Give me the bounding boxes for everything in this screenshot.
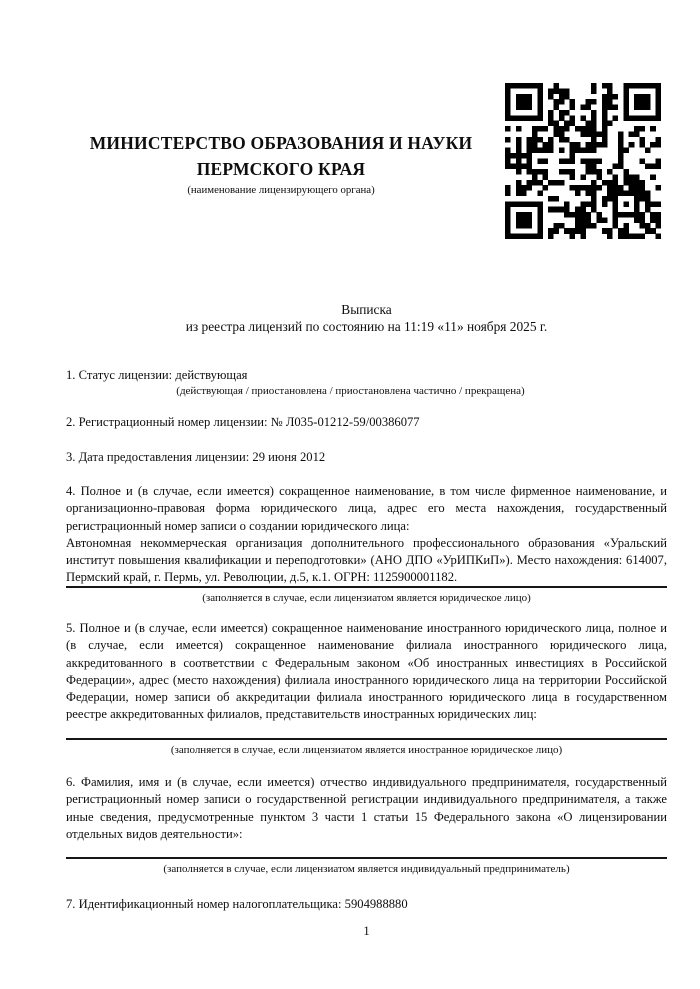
ministry-name-line2: ПЕРМСКОГО КРАЯ — [196, 159, 366, 179]
item-3-license-date: 3. Дата предоставления лицензии: 29 июня 2012 — [66, 450, 326, 464]
item-6-fill-line — [66, 857, 667, 859]
item-4-fill-line — [66, 586, 667, 588]
title-line1: Выписка — [341, 302, 392, 317]
ministry-name-line1: МИНИСТЕРСТВО ОБРАЗОВАНИЯ И НАУКИ — [89, 133, 473, 153]
ministry-header — [66, 130, 496, 197]
item-7-taxpayer-number: 7. Идентификационный номер налогоплательщика: 5904988880 — [66, 897, 408, 911]
document-title — [66, 301, 667, 336]
item-1-status: 1. Статус лицензии: действующая — [66, 368, 248, 382]
ministry-caption: (наименование лицензирующего органа) — [187, 184, 375, 196]
item-5-caption: (заполняется в случае, если лицензиатом является иностранное юридическое лицо) — [170, 744, 563, 756]
item-2-registration-number: 2. Регистрационный номер лицензии: № Л035-01212-59/00386077 — [66, 415, 420, 429]
title-line2: из реестра лицензий по состоянию на 11:19 «11» ноября 2025 г. — [185, 319, 548, 335]
item-4-legal-entity — [66, 483, 667, 587]
page-number: 1 — [363, 924, 370, 938]
item-5-foreign-entity: 5. Полное и (в случае, если имеется) сокращенное наименование иностранного юридического лица, полное и (в случае, если имеется) сокращенное наименование филиала иностранного юридического лица, аккредитованного в соответствии с Федеральным законом «Об иностранных инвестициях в Российской Федерации», адрес (место нахождения) филиала иностранного юридического лица на территории Российской Федерации, номер записи об аккредитации филиала иностранного юридического лица в государственном реестре аккредитованных филиалов, представительств иностранных юридических лиц: — [66, 621, 667, 722]
item-5-fill-line — [66, 738, 667, 740]
item-4-caption: (заполняется в случае, если лицензиатом является юридическое лицо) — [202, 592, 531, 604]
item-6-individual-entrepreneur: 6. Фамилия, имя и (в случае, если имеется) отчество индивидуального предпринимателя, государственный регистрационный номер записи о государственной регистрации индивидуального предпринимателя, а также иные сведения, предусмотренные пунктом 3 части 1 статьи 15 Федерального закона «О лицензировании отдельных видов деятельности»: — [66, 775, 667, 841]
qr-code-icon — [505, 83, 661, 239]
item-4-intro: 4. Полное и (в случае, если имеется) сокращенное наименование, в том числе фирменное наименование, и организационно-правовая форма юридического лица, адрес его места нахождения, государственный регистрационный номер записи о создании юридического лица: — [66, 484, 667, 533]
item-6-caption: (заполняется в случае, если лицензиатом является индивидуальный предприниматель) — [163, 863, 570, 875]
item-1-caption-wrap — [66, 385, 667, 398]
item-4-value: Автономная некоммерческая организация дополнительного профессионального образования «Уральский институт повышения квалификации и переподготовки» (АНО ДПО «УрИПКиП»). Место нахождения: 614007, Пермский край, г. Пермь, ул. Революции, д.5, к.1. ОГРН: 1125900001182. — [66, 535, 667, 585]
item-1-caption: (действующая / приостановлена / приостановлена частично / прекращена) — [176, 385, 525, 397]
